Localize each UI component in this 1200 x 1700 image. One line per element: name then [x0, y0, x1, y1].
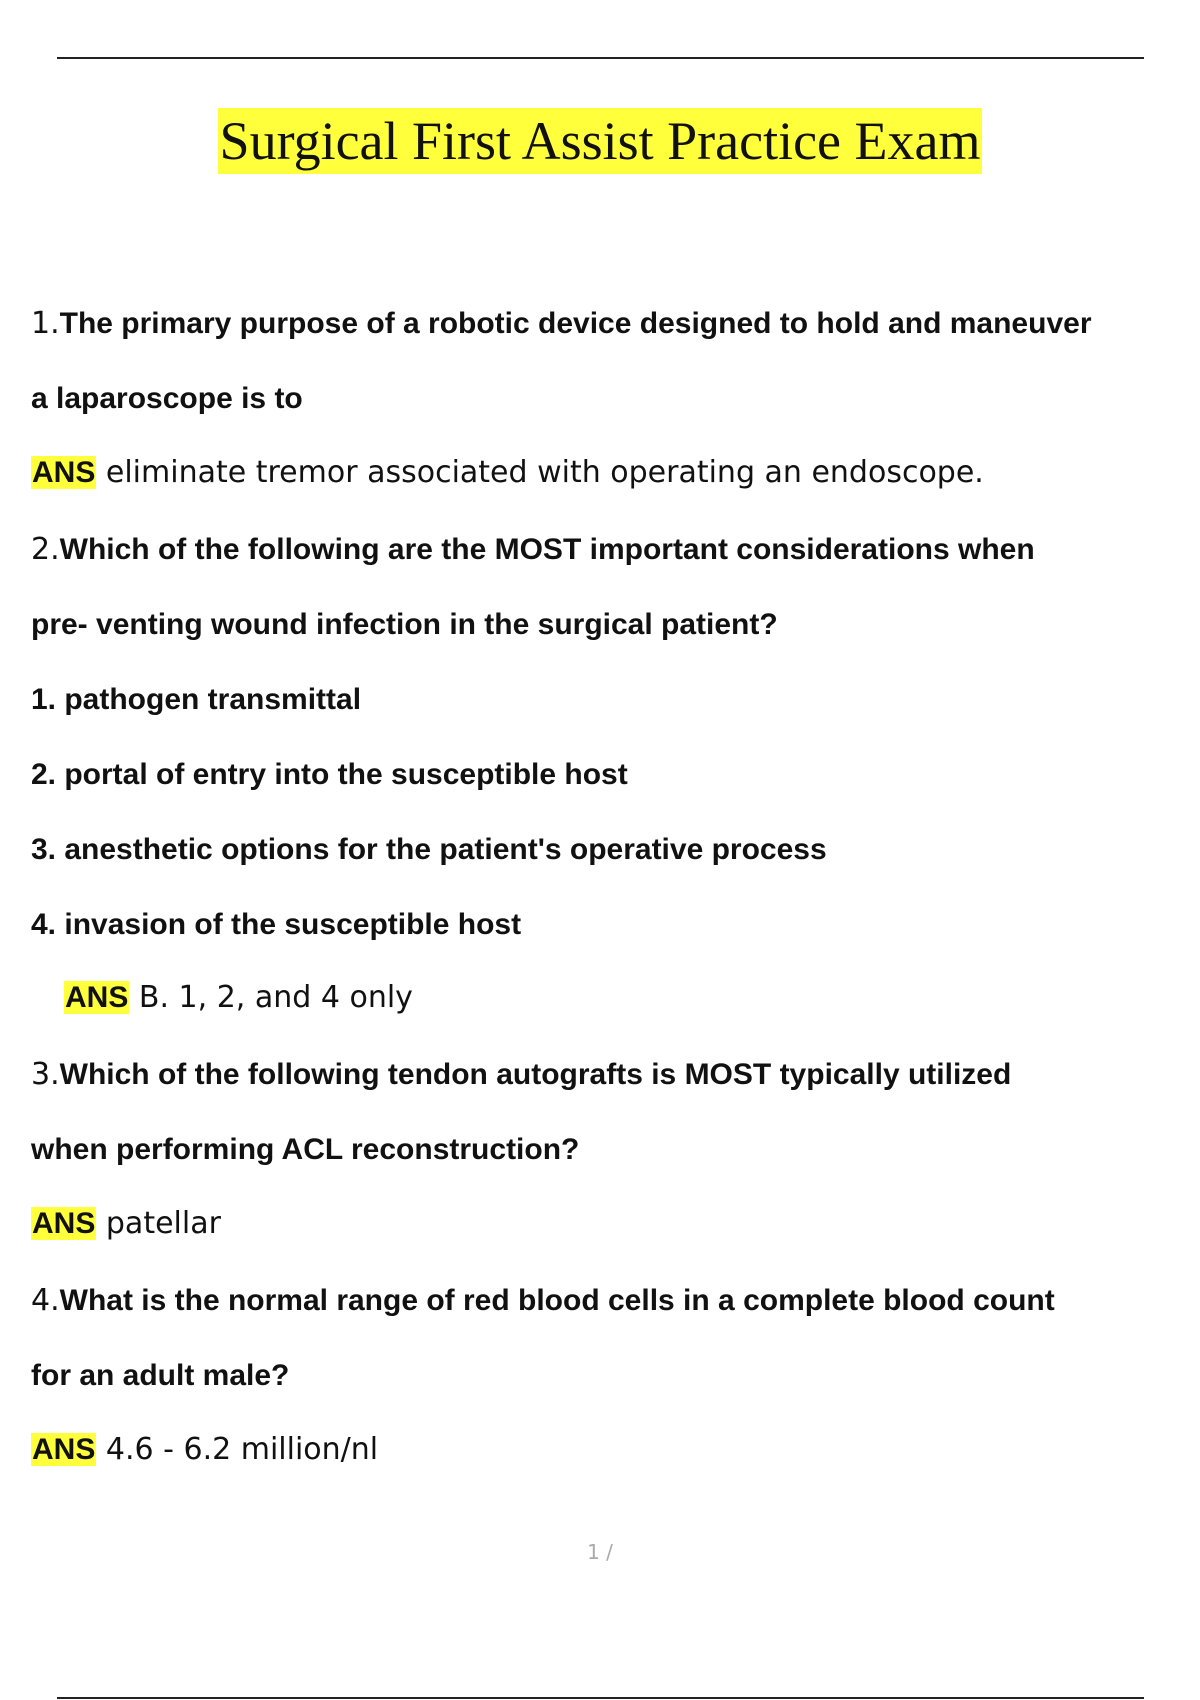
answer-1-text: eliminate tremor associated with operating an endoscope.: [105, 455, 984, 490]
question-2-option-3: 3. anesthetic options for the patient's operative process: [31, 833, 827, 866]
answer-1-tag: ANS: [32, 456, 96, 489]
title-container: [0, 108, 1200, 174]
question-4-number: 4.: [31, 1283, 60, 1318]
question-2-line-2: pre- venting wound infection in the surgical patient?: [31, 608, 778, 641]
answer-1: [31, 453, 984, 493]
answer-2-tag: ANS: [65, 981, 129, 1014]
page-title: Surgical First Assist Practice Exam: [218, 108, 983, 174]
question-4-line-2: for an adult male?: [31, 1359, 290, 1392]
bottom-rule: [57, 1697, 1144, 1699]
question-2-text-1: Which of the following are the MOST important considerations when: [59, 533, 1035, 566]
question-3-line-1: [31, 1055, 1011, 1095]
answer-3-tag: ANS: [32, 1207, 96, 1240]
answer-2: [64, 978, 413, 1018]
question-2-option-4: 4. invasion of the susceptible host: [31, 908, 522, 941]
question-2-line-1: [31, 530, 1035, 570]
answer-4-text: 4.6 - 6.2 million/nl: [105, 1432, 379, 1467]
question-4-line-1: [31, 1281, 1055, 1321]
answer-4-tag: ANS: [32, 1433, 96, 1466]
question-4-text-1: What is the normal range of red blood cells in a complete blood count: [59, 1284, 1055, 1317]
top-rule: [57, 57, 1144, 59]
question-2-option-2: 2. portal of entry into the susceptible host: [31, 758, 628, 791]
answer-3-text: patellar: [105, 1206, 221, 1241]
question-3-line-2: when performing ACL reconstruction?: [31, 1133, 580, 1166]
question-1-line-2: a laparoscope is to: [31, 382, 303, 415]
question-1-number: 1.: [31, 306, 60, 341]
answer-3: [31, 1204, 221, 1244]
question-1-line-1: [31, 304, 1092, 344]
question-1-text-1: The primary purpose of a robotic device designed to hold and maneuver: [59, 307, 1092, 340]
question-3-number: 3.: [31, 1057, 60, 1092]
answer-2-text: B. 1, 2, and 4 only: [138, 980, 413, 1015]
page-number: 1 /: [587, 1540, 613, 1564]
question-2-option-1: 1. pathogen transmittal: [31, 683, 362, 716]
question-2-number: 2.: [31, 532, 60, 567]
question-3-text-1: Which of the following tendon autografts is MOST typically utilized: [59, 1058, 1012, 1091]
answer-4: [31, 1430, 378, 1470]
